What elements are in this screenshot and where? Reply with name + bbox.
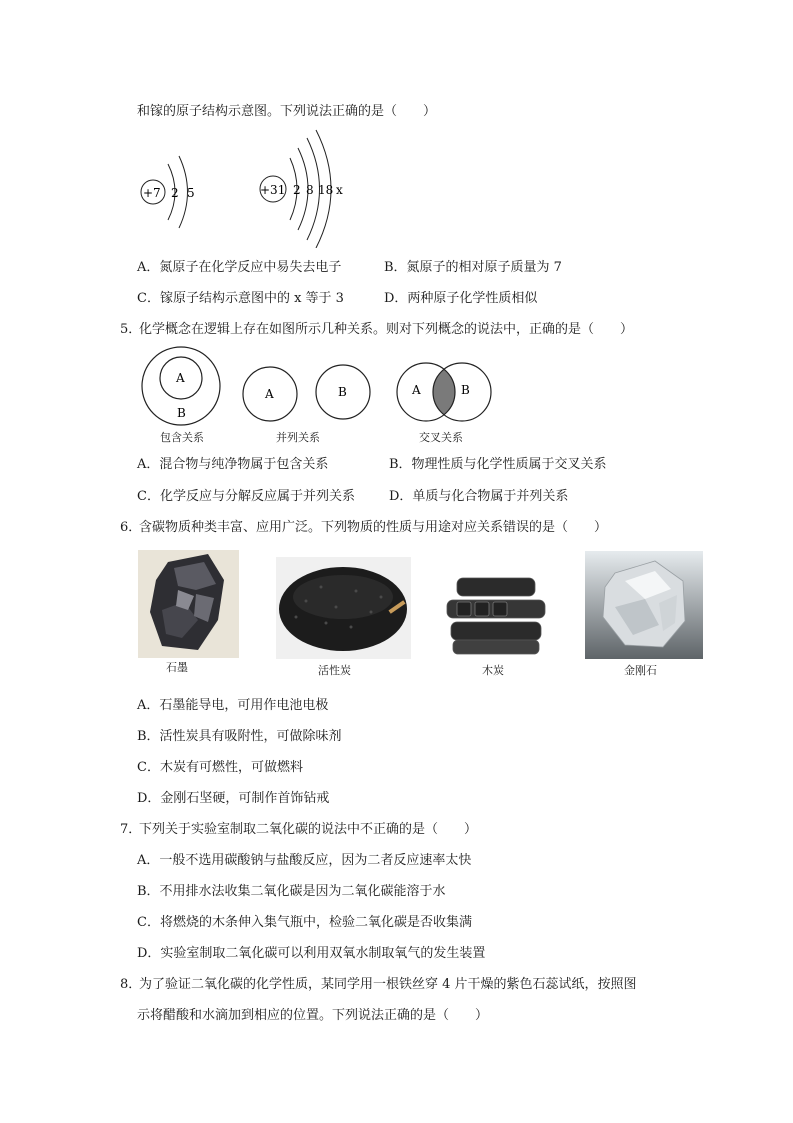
- q6-stem: 含碳物质种类丰富、应用广泛。下列物质的性质与用途对应关系错误的是（ ）: [139, 520, 608, 535]
- graphite-image: [138, 550, 239, 658]
- parallel-diagram: [243, 365, 370, 421]
- q7-option-d: D．实验室制取二氧化碳可以利用双氧水制取氧气的发生装置: [137, 946, 486, 961]
- n-nucleus-label: +7: [143, 186, 161, 200]
- q4-option-d: D．两种原子化学性质相似: [384, 291, 538, 306]
- caption-activated-carbon: 活性炭: [318, 664, 351, 677]
- q5-stem: 化学概念在逻辑上存在如图所示几种关系。则对下列概念的说法中，正确的是（ ）: [139, 322, 634, 337]
- q7-stem: 下列关于实验室制取二氧化碳的说法中不正确的是（ ）: [139, 822, 478, 837]
- q6-option-d: D．金刚石坚硬，可制作首饰钻戒: [137, 791, 330, 806]
- q6-number: 6．: [120, 520, 142, 535]
- q7-option-a: A．一般不选用碳酸钠与盐酸反应，因为二者反应速率太快: [137, 853, 472, 868]
- charcoal-image: [443, 572, 549, 658]
- n-shell-2: 5: [187, 186, 195, 200]
- q5-option-b: B．物理性质与化学性质属于交叉关系: [389, 457, 607, 472]
- intersection-label-b: B: [461, 383, 470, 397]
- activated-carbon-image: [276, 557, 411, 659]
- q4-option-a: A．氮原子在化学反应中易失去电子: [137, 260, 342, 275]
- caption-parallel: 并列关系: [276, 431, 320, 444]
- inclusion-label-b: B: [177, 406, 186, 420]
- gallium-atom-diagram: [260, 130, 343, 248]
- q6-option-c: C．木炭有可燃性，可做燃料: [137, 760, 303, 775]
- q5-option-a: A．混合物与纯净物属于包含关系: [137, 457, 329, 472]
- q5-number: 5．: [120, 322, 142, 337]
- q5-option-d: D．单质与化合物属于并列关系: [389, 489, 569, 504]
- parallel-label-b: B: [338, 385, 347, 399]
- q5-option-c: C．化学反应与分解反应属于并列关系: [137, 489, 355, 504]
- parallel-label-a: A: [265, 387, 274, 401]
- q6-option-a: A．石墨能导电，可用作电池电极: [137, 698, 329, 713]
- q4-option-c: C．镓原子结构示意图中的 x 等于 3: [137, 291, 344, 306]
- q8-number: 8．: [120, 977, 142, 992]
- intersection-label-a: A: [412, 383, 421, 397]
- caption-intersection: 交叉关系: [419, 431, 463, 444]
- q7-number: 7．: [120, 822, 142, 837]
- q8-stem-line2: 示将醋酸和水滴加到相应的位置。下列说法正确的是（ ）: [137, 1008, 489, 1023]
- concept-relationship-diagrams: [135, 346, 505, 426]
- diamond-image: [585, 551, 703, 659]
- n-shell-1: 2: [171, 186, 179, 200]
- caption-diamond: 金刚石: [624, 664, 657, 677]
- intersection-diagram: [397, 363, 491, 421]
- ga-nucleus-label: +31: [260, 183, 286, 197]
- atom-structure-diagrams: [130, 128, 370, 248]
- ga-shell-2: 8: [306, 183, 314, 197]
- nitrogen-atom-diagram: [141, 156, 195, 228]
- q4-option-b: B．氮原子的相对原子质量为 7: [384, 260, 562, 275]
- q6-option-b: B．活性炭具有吸附性，可做除味剂: [137, 729, 342, 744]
- caption-inclusion: 包含关系: [160, 431, 204, 444]
- inclusion-label-a: A: [176, 371, 185, 385]
- caption-charcoal: 木炭: [482, 664, 504, 677]
- q7-option-c: C．将燃烧的木条伸入集气瓶中，检验二氧化碳是否收集满: [137, 915, 472, 930]
- caption-graphite: 石墨: [166, 661, 188, 674]
- q7-option-b: B．不用排水法收集二氧化碳是因为二氧化碳能溶于水: [137, 884, 446, 899]
- ga-shell-1: 2: [293, 183, 301, 197]
- q8-stem-line1: 为了验证二氧化碳的化学性质，某同学用一根铁丝穿 4 片干燥的紫色石蕊试纸，按照图: [139, 977, 637, 992]
- ga-shell-3: 18: [318, 183, 334, 197]
- inclusion-diagram: [142, 347, 220, 425]
- ga-shell-4: x: [336, 183, 343, 197]
- q4-stem: 和镓的原子结构示意图。下列说法正确的是（ ）: [137, 104, 437, 119]
